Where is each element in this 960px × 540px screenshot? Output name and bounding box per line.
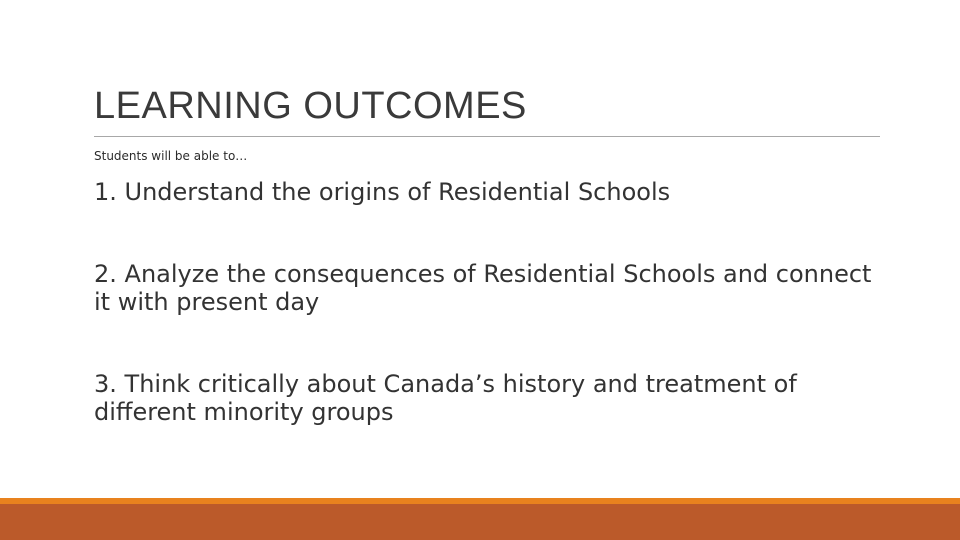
slide-title: LEARNING OUTCOMES xyxy=(94,85,527,127)
title-divider xyxy=(94,136,880,137)
footer-accent-bar xyxy=(0,504,960,540)
outcome-item-1: 1. Understand the origins of Residential Schools xyxy=(94,178,671,206)
slide-subtitle: Students will be able to… xyxy=(94,149,248,163)
outcome-item-3: 3. Think critically about Canada’s history and treatment of different minority groups xyxy=(94,370,797,426)
outcome-item-2: 2. Analyze the consequences of Residential Schools and connect it with present day xyxy=(94,260,872,316)
